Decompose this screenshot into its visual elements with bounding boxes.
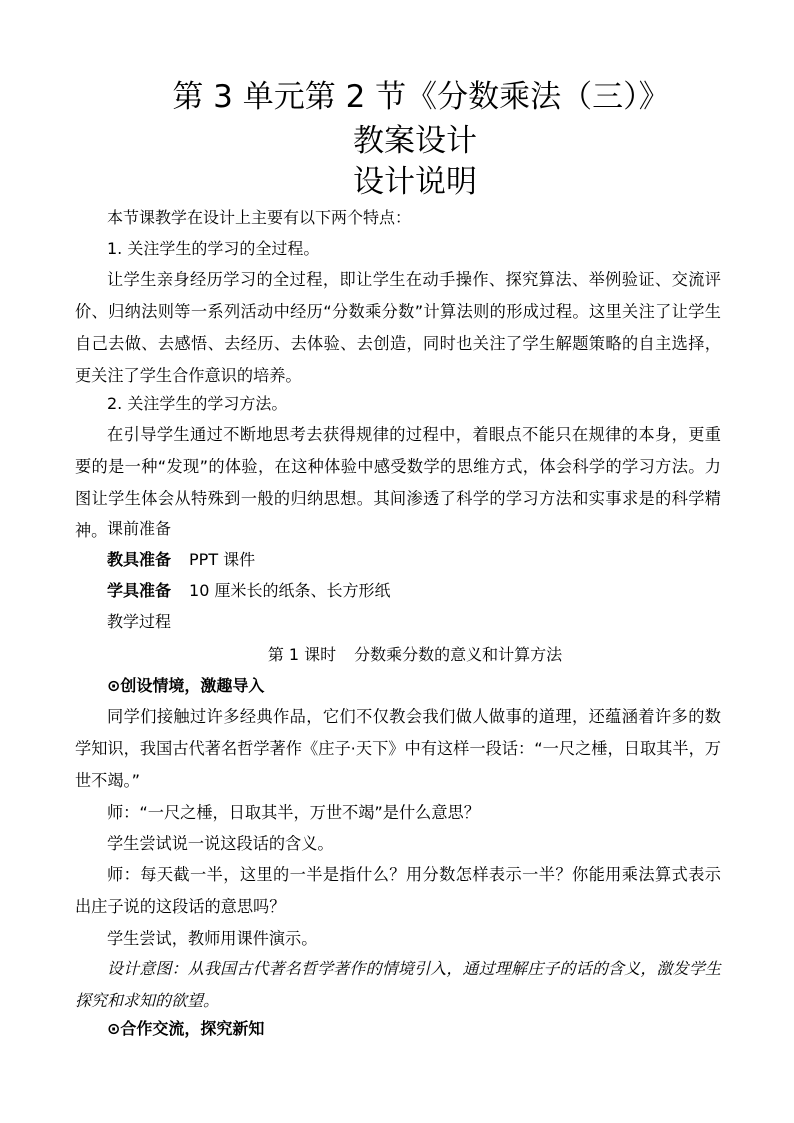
student-prep-value: 10 厘米长的纸条、长方形纸 [189, 581, 391, 600]
section-2-heading: ⊙合作交流，探究新知 [107, 1019, 265, 1038]
lesson-heading [18, 644, 794, 666]
process-heading: 教学过程 [107, 612, 172, 631]
teacher-prep-label: 教具准备 [107, 550, 172, 569]
student-prep-label: 学具准备 [107, 581, 172, 600]
point-1-body: 让学生亲身经历学习的全过程，即让学生在动手操作、探究算法、举例验证、交流评价、归纳法则等一系列活动中经历“分数乘分数”计算法则的形成过程。这里关注了让学生自己去做、去感悟、去经历、去体验、去创造，同时也关注了学生解题策略的自主选择，更关注了学生合作意识的培养。 [75, 270, 721, 385]
prep-heading: 课前准备 [107, 519, 172, 538]
section-1-paragraph-1: 同学们接触过许多经典作品，它们不仅教会我们做人做事的道理，还蕴涵着许多的数学知识，我国古代著名哲学著作《庄子·天下》中有这样一段话：“一尺之棰，日取其半，万世不竭。” [75, 707, 721, 790]
section-title-design-notes: 设计说明 [353, 164, 477, 200]
teacher-prep [107, 549, 255, 571]
lesson-number: 第 1 课时 [267, 645, 337, 664]
document-title: 第 3 单元第 2 节《分数乘法（三）》 [172, 79, 670, 115]
document-subtitle: 教案设计 [353, 123, 477, 159]
lesson-topic: 分数乘分数的意义和计算方法 [354, 645, 563, 664]
section-1-paragraph-3: 学生尝试说一说这段话的含义。 [107, 834, 334, 853]
teacher-prep-value: PPT 课件 [189, 550, 256, 569]
design-intent-note: 设计意图：从我国古代著名哲学著作的情境引入，通过理解庄子的话的含义，激发学生探究和求知的欲望。 [75, 959, 721, 1010]
point-2-heading: 2. 关注学生的学习方法。 [107, 394, 288, 413]
section-1-heading: ⊙创设情境，激趣导入 [107, 676, 265, 695]
section-1-paragraph-4: 师：每天截一半，这里的一半是指什么？用分数怎样表示一半？你能用乘法算式表示出庄子说的这段话的意思吗？ [75, 865, 721, 916]
point-1-heading: 1. 关注学生的学习的全过程。 [107, 239, 320, 258]
section-1-paragraph-5: 学生尝试，教师用课件演示。 [107, 929, 318, 948]
intro-text: 本节课教学在设计上主要有以下两个特点： [107, 208, 412, 227]
section-1-paragraph-2: 师：“一尺之棰，日取其半，万世不竭”是什么意思？ [107, 803, 480, 822]
point-2-body: 在引导学生通过不断地思考去获得规律的过程中，着眼点不能只在规律的本身，更重要的是一种“发现”的体验，在这种体验中感受数学的思维方式，体会科学的学习方法。力图让学生体会从特殊到一般的归纳思想。其间渗透了科学的学习方法和实事求是的科学精神。 [75, 425, 721, 540]
student-prep [107, 580, 390, 602]
